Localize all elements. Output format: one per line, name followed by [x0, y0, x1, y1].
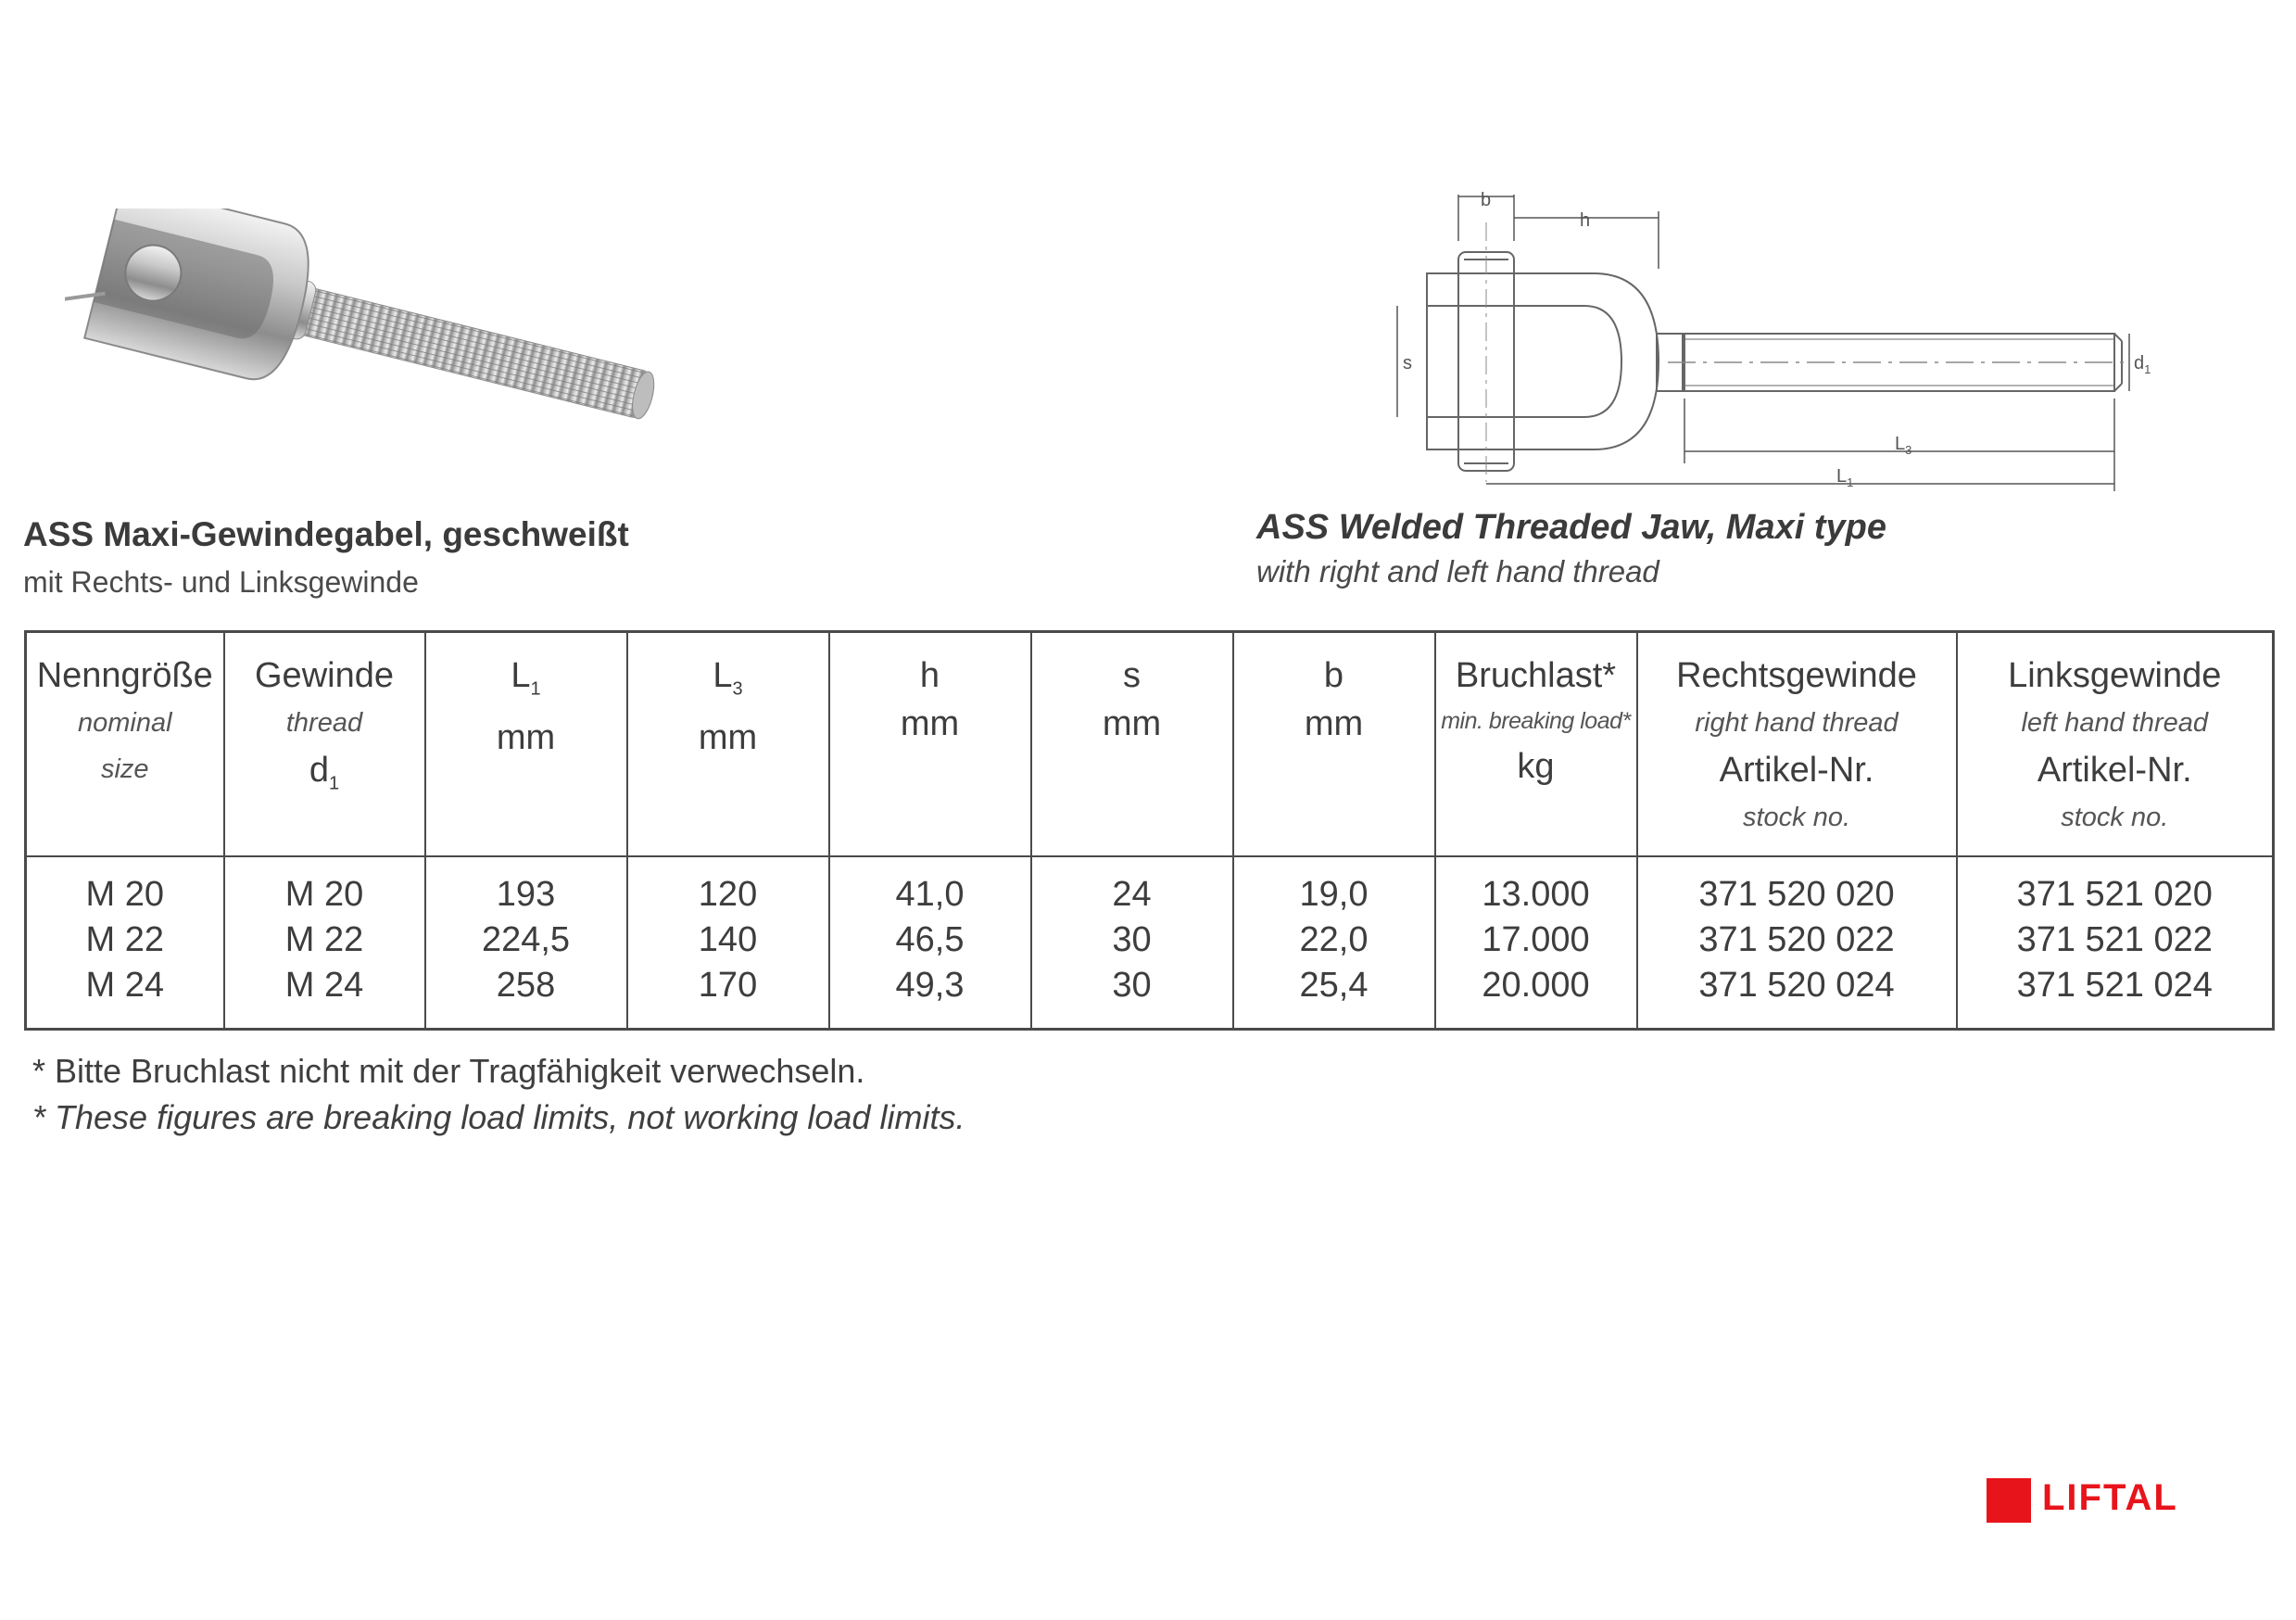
dim-label-s: s [1403, 353, 1412, 373]
cell-h: 41,0 46,5 49,3 [829, 856, 1031, 1030]
header-size: Nenngröße nominal size [26, 632, 224, 856]
dim-label-l1: $L_1$ [1836, 466, 1854, 489]
title-de: ASS Maxi-Gewindegabel, geschweißt [23, 515, 629, 553]
cell-s: 24 30 30 [1031, 856, 1233, 1030]
header-left-thread: Linksgewinde left hand thread Artikel-Nr. stock no. [1957, 632, 2274, 856]
product-photo [65, 209, 667, 468]
cell-size: M 20 M 22 M 24 [26, 856, 224, 1030]
dim-label-d: $d_1$ [2134, 353, 2151, 376]
subtitle-en: with right and left hand thread [1256, 554, 1659, 589]
cell-left-stock: 371 521 020 371 521 022 371 521 024 [1957, 856, 2274, 1030]
footnote-de: * Bitte Bruchlast nicht mit der Tragfähigkeit verwechseln. [32, 1052, 865, 1090]
cell-l1: 193 224,5 258 [425, 856, 627, 1030]
header-b: b mm [1233, 632, 1435, 856]
header-h: h mm [829, 632, 1031, 856]
header-l1: $L_1$ mm [425, 632, 627, 856]
header-thread: Gewinde thread $d_1$ [224, 632, 425, 856]
table-header-row [26, 632, 2274, 856]
cell-b: 19,0 22,0 25,4 [1233, 856, 1435, 1030]
table-row [26, 856, 2274, 1030]
logo-text: LIFTAL [2042, 1477, 2178, 1518]
header-s: s mm [1031, 632, 1233, 856]
dim-label-h: h [1580, 210, 1591, 231]
header-right-thread: Rechtsgewinde right hand thread Artikel-Nr. stock no. [1637, 632, 1957, 856]
cell-l3: 120 140 170 [627, 856, 829, 1030]
technical-drawing [1390, 185, 2187, 491]
cell-load: 13.000 17.000 20.000 [1435, 856, 1637, 1030]
footnote-en: * These figures are breaking load limits, not working load limits. [32, 1098, 965, 1136]
header-l3: $L_3$ mm [627, 632, 829, 856]
cell-right-stock: 371 520 020 371 520 022 371 520 024 [1637, 856, 1957, 1030]
subtitle-de: mit Rechts- und Linksgewinde [23, 565, 419, 599]
title-en: ASS Welded Threaded Jaw, Maxi type [1256, 508, 1886, 547]
dim-label-l3: $L_3$ [1895, 434, 1912, 457]
logo-square-icon [1987, 1478, 2031, 1523]
spec-table [24, 630, 2275, 1031]
header-load: Bruchlast* min. breaking load* kg [1435, 632, 1637, 856]
dim-label-b: b [1481, 190, 1492, 210]
cell-thread: M 20 M 22 M 24 [224, 856, 425, 1030]
